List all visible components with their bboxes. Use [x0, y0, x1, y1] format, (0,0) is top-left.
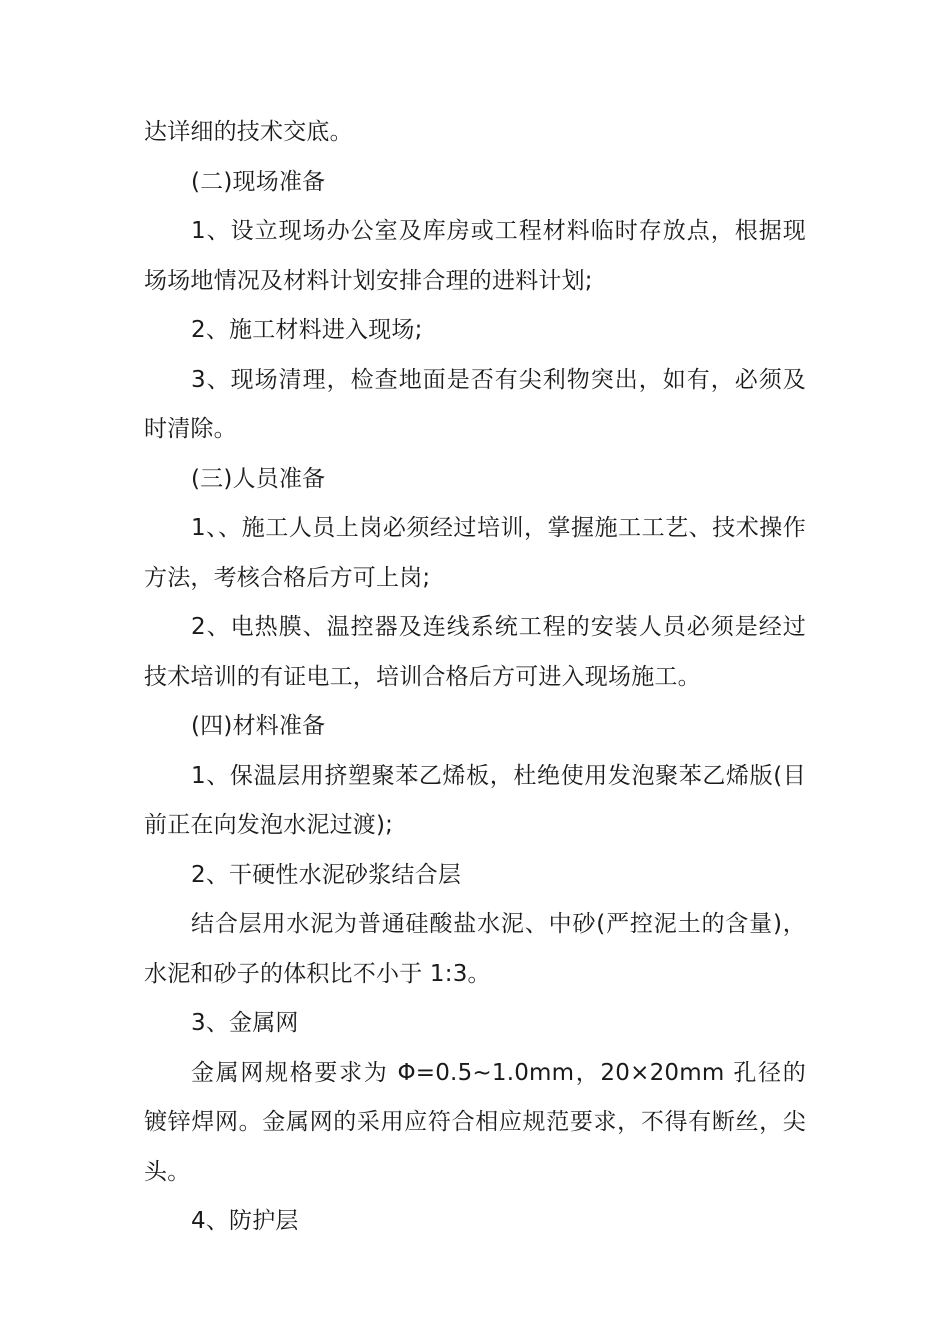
section-heading: (四)材料准备 — [191, 713, 326, 739]
section-heading: (二)现场准备 — [191, 168, 326, 195]
paragraph: 2、施工材料进入现场; — [191, 317, 423, 343]
paragraph: 1、设立现场办公室及库房或工程材料临时存放点，根据现场场地情况及材料计划安排合理的进料计划; — [144, 218, 806, 294]
paragraph: 1、、施工人员上岗必须经过培训，掌握施工工艺、技术操作方法，考核合格后方可上岗; — [144, 515, 806, 591]
paragraph: 3、现场清理，检查地面是否有尖利物突出，如有，必须及时清除。 — [144, 366, 806, 442]
paragraph: 结合层用水泥为普通硅酸盐水泥、中砂(严控泥土的含量)，水泥和砂子的体积比不小于 1:3。 — [144, 911, 806, 987]
paragraph: 4、防护层 — [191, 1208, 299, 1234]
paragraph: 3、金属网 — [191, 1010, 299, 1036]
document-body — [144, 108, 806, 1247]
paragraph: 达详细的技术交底。 — [144, 119, 353, 145]
paragraph: 2、干硬性水泥砂浆结合层 — [191, 861, 462, 888]
paragraph: 金属网规格要求为 Φ=0.5~1.0mm，20×20mm 孔径的镀锌焊网。金属网的采用应符合相应规范要求，不得有断丝，尖头。 — [144, 1059, 806, 1185]
section-heading: (三)人员准备 — [191, 465, 326, 492]
paragraph: 2、电热膜、温控器及连线系统工程的安装人员必须是经过技术培训的有证电工，培训合格后方可进入现场施工。 — [144, 614, 806, 690]
paragraph: 1、保温层用挤塑聚苯乙烯板，杜绝使用发泡聚苯乙烯版(目前正在向发泡水泥过渡); — [144, 762, 806, 838]
